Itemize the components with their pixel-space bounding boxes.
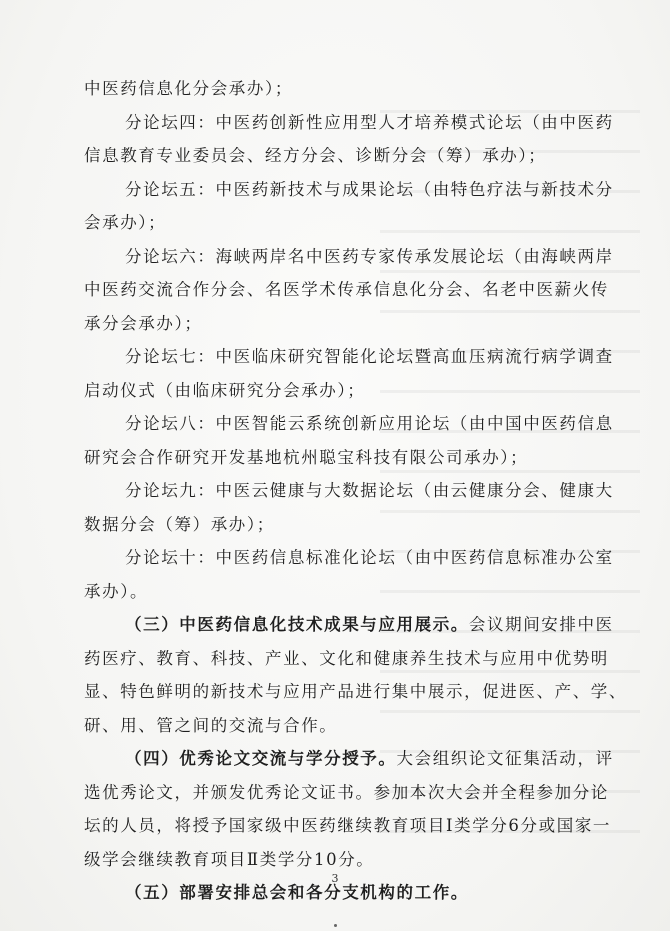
line-text: 选优秀论文，并颁发优秀论文证书。参加本次大会并全程参加分论 [84,782,609,802]
text-line [84,240,614,274]
page-number: 3 [331,872,339,885]
text-line [84,106,614,140]
line-text: 承分会承办）； [84,313,203,333]
line-text: 会议期间安排中医 [468,615,614,634]
line-text: 分论坛五：中医药新技术与成果论坛（由特色疗法与新技术分 [125,179,614,199]
line-text: 信息教育专业委员会、经方分会、诊断分会（筹）承办）； [84,146,547,165]
text-line [84,273,609,307]
text-line [84,407,614,441]
text-line [84,642,609,676]
line-text: 分论坛九：中医云健康与大数据论坛（由云健康分会、健康大 [125,481,614,500]
line-text: 会承办）； [84,213,167,232]
line-text: 药医疗、教育、科技、产业、文化和健康养生技术与应用中优势明 [84,648,609,668]
text-line [84,441,584,475]
text-line [84,307,584,341]
text-line [84,72,584,106]
section-heading: （四）优秀论文交流与学分授予。 [125,749,397,768]
text-line [84,809,612,843]
section-heading: （五）部署安排总会和各分支机构的工作。 [125,883,469,902]
body-text [84,72,627,910]
line-text: 分论坛七：中医临床研究智能化论坛暨高血压病流行病学调查 [125,347,614,366]
line-text: 大会组织论文征集活动，评 [396,749,614,768]
line-text: 启动仪式（由临床研究分会承办）； [84,380,366,400]
text-line [84,340,614,374]
text-line [84,474,614,508]
line-text: 级学会继续教育项目Ⅱ类学分10分。 [84,849,375,869]
text-line [84,173,614,207]
text-line [84,608,614,642]
text-line [84,843,584,877]
text-line [84,776,609,810]
line-text: 承办）。 [84,581,149,601]
line-text: 中医药信息化分会承办）； [84,79,293,98]
text-line [84,508,584,542]
text-line [84,139,584,173]
line-text: 中医药交流合作分会、名医学术传承信息化分会、名老中医薪火传 [84,280,609,299]
scan-speck [334,924,337,927]
text-line [84,374,584,408]
text-line [84,709,584,743]
text-line [84,742,614,776]
line-text: 分论坛十：中医药信息标准化论坛（由中医药信息标准办公室 [125,548,614,567]
line-text: 研、用、管之间的交流与合作。 [84,715,338,735]
text-line [84,575,584,609]
line-text: 分论坛八：中医智能云系统创新应用论坛（由中国中医药信息 [125,414,614,433]
line-text: 分论坛六：海峡两岸名中医药专家传承发展论坛（由海峡两岸 [125,246,614,266]
line-text: 数据分会（筹）承办）； [84,514,275,534]
line-text: 显、特色鲜明的新技术与应用产品进行集中展示，促进医、产、学、 [84,682,627,701]
text-line [84,206,584,240]
text-line [84,541,614,575]
text-line [84,675,627,709]
section-heading: （三）中医药信息化技术成果与应用展示。 [125,615,469,634]
line-text: 分论坛四：中医药创新性应用型人才培养模式论坛（由中医药 [125,112,614,132]
line-text: 坛的人员，将授予国家级中医药继续教育项目Ⅰ类学分6分或国家一 [84,816,612,835]
line-text: 研究会合作研究开发基地杭州聪宝科技有限公司承办）； [84,447,529,467]
